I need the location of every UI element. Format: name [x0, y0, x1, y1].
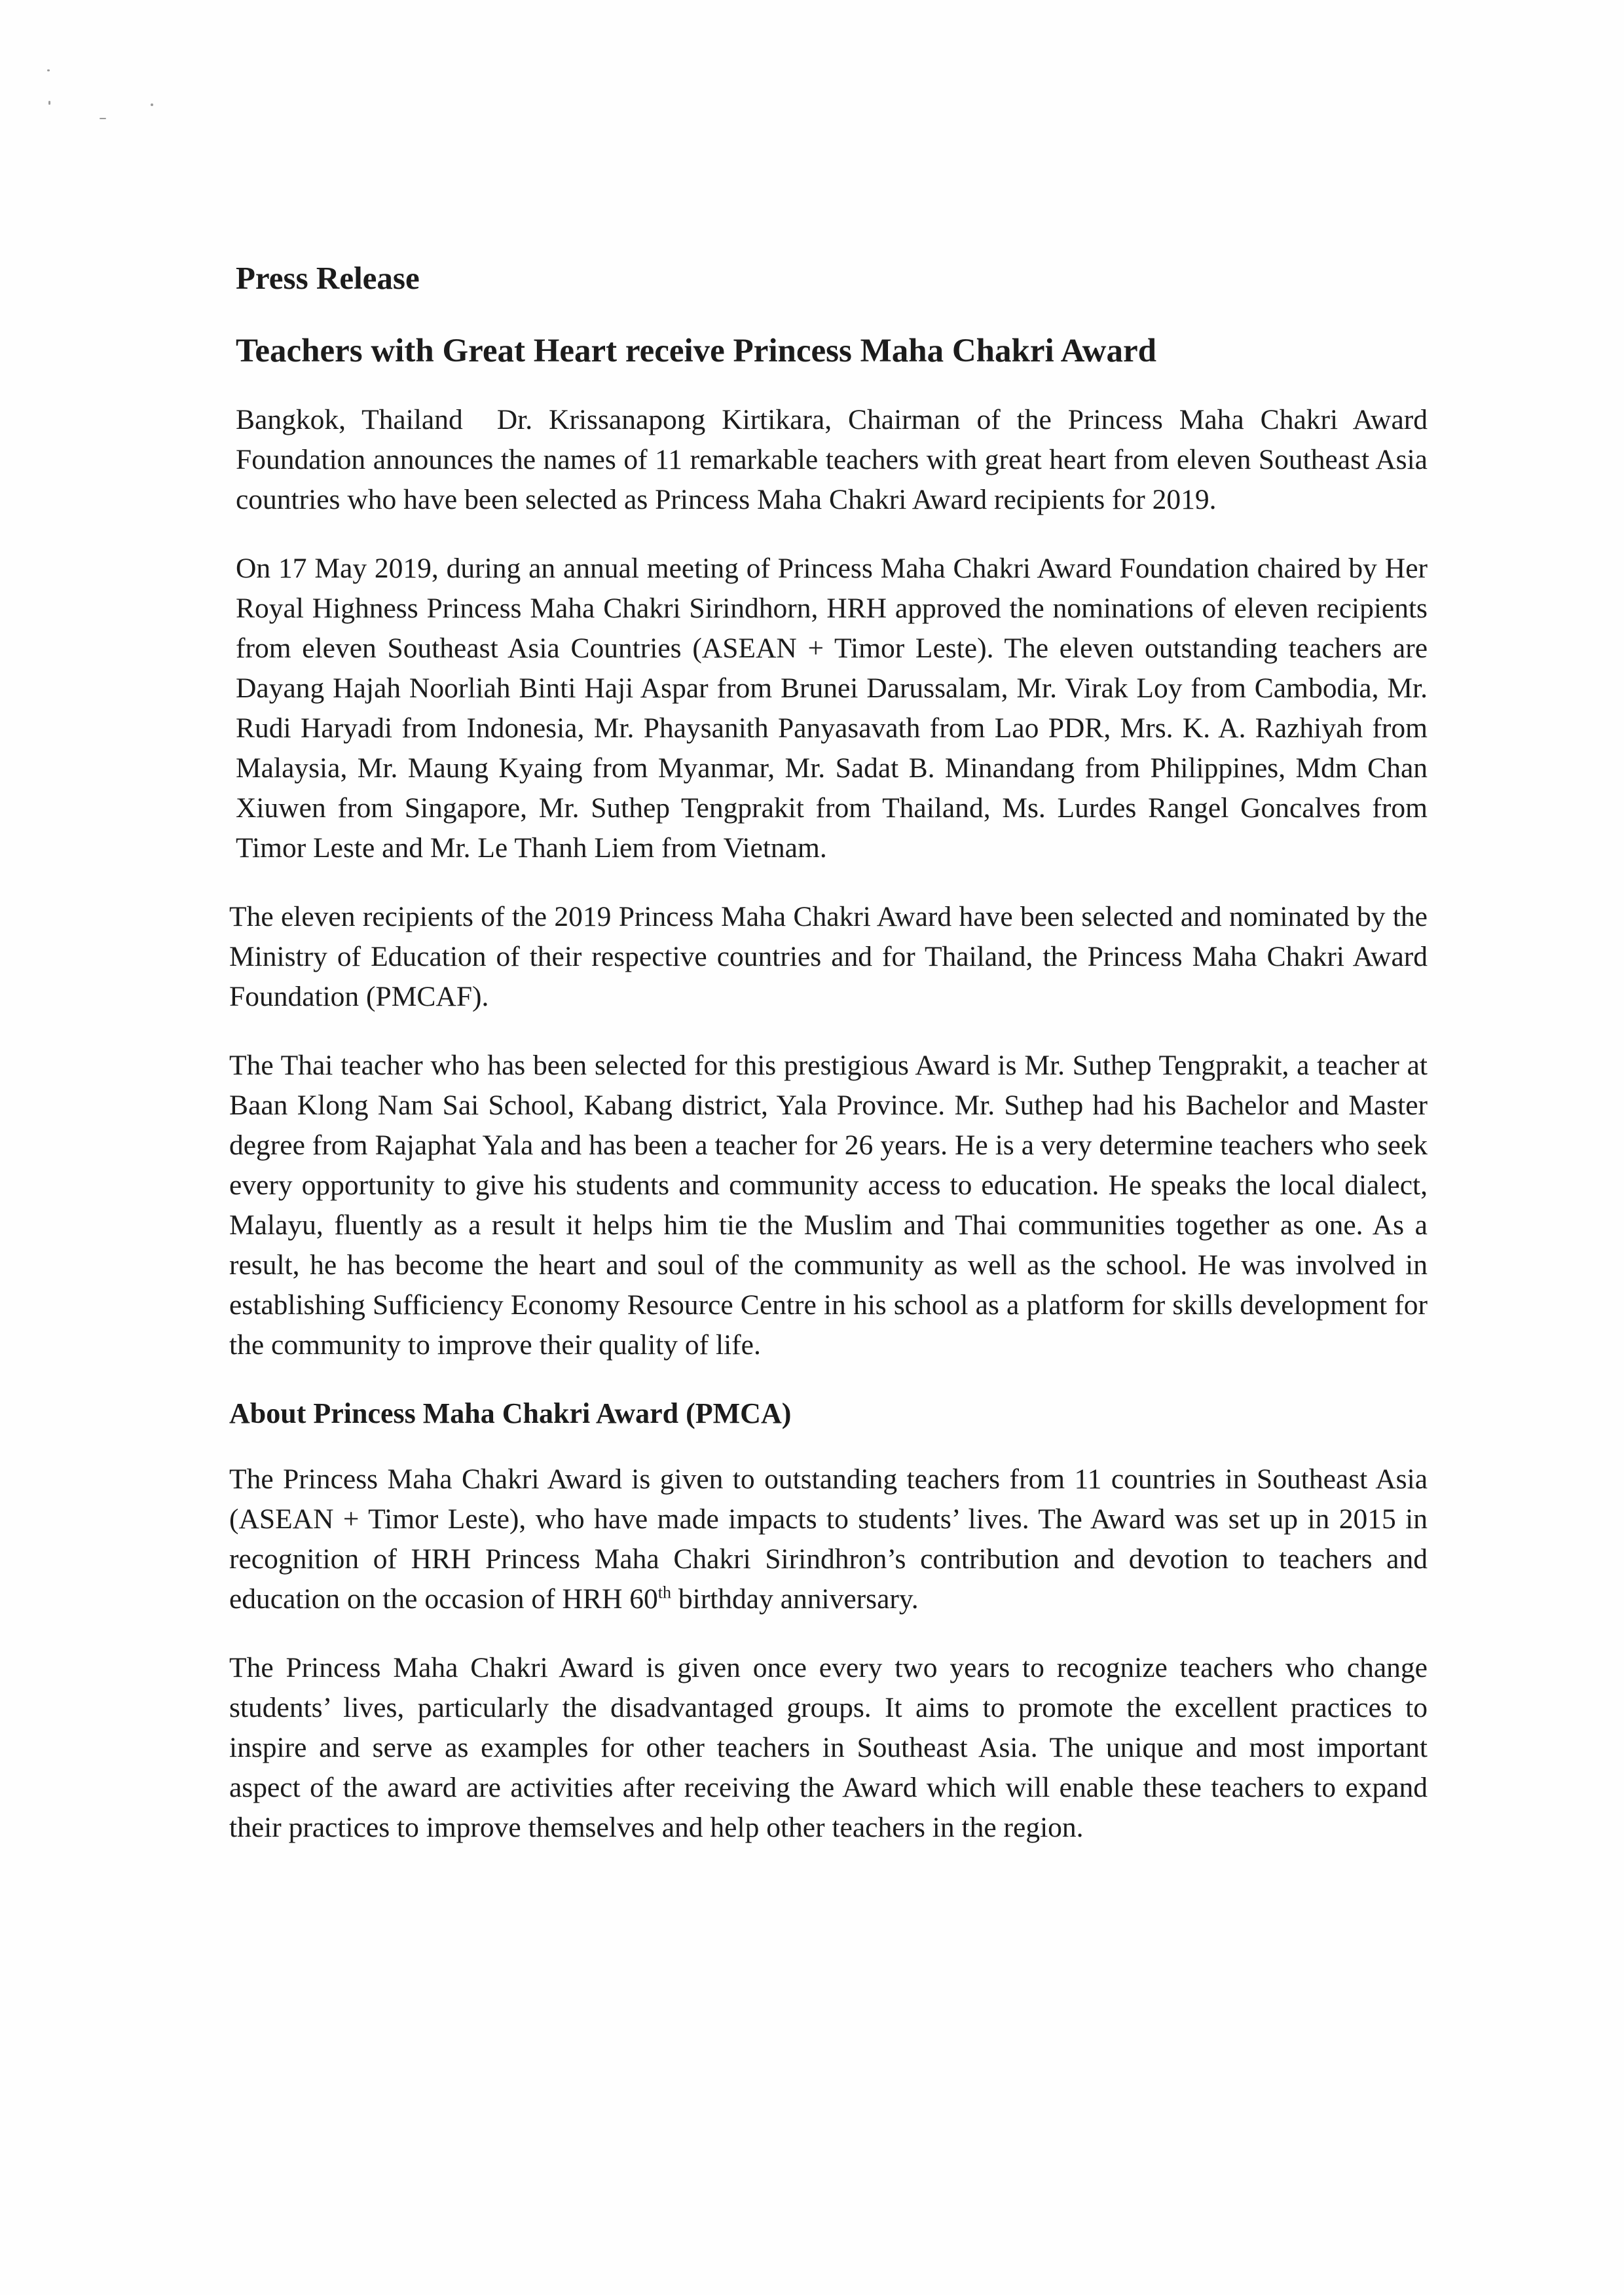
about-paragraph-2: The Princess Maha Chakri Award is given once every two years to recognize teachers who change students’ lives, particularly the disadvantaged groups. It aims to promote the excellent practices to inspire and serve as examples for other teachers in Southeast Asia. The unique and most important aspect of the award are activities after receiving the Award which will enable these teachers to expand their practices to improve themselves and help other teachers in the region.: [229, 1652, 1428, 1843]
intro-text: Dr. Krissanapong Kirtikara, Chairman of the Princess Maha Chakri Award Foundation announces the names of 11 remarkable teachers with great heart from eleven Southeast Asia countries who have been selected as Princess Maha Chakri Award recipients for 2019.: [236, 404, 1428, 515]
document-title: Teachers with Great Heart receive Princess Maha Chakri Award: [236, 333, 1157, 369]
document-body: [229, 259, 1428, 1877]
about-p1-end: birthday anniversary.: [671, 1583, 919, 1615]
scan-specks: [39, 65, 183, 138]
intro-paragraph: [236, 400, 1428, 520]
about-p1-text: The Princess Maha Chakri Award is given to outstanding teachers from 11 countries in Southeast Asia (ASEAN + Timor Leste), who have made impacts to students’ lives. The Award was set up in 2015 in recognition of HRH Princess Maha Chakri Sirindhron’s contribution and devotion to teachers and education on the occasion of HRH 60: [229, 1463, 1428, 1615]
about-paragraph-1: [229, 1460, 1428, 1619]
thai-teacher-paragraph: The Thai teacher who has been selected for this prestigious Award is Mr. Suthep Tengprakit, a teacher at Baan Klong Nam Sai School, Kabang district, Yala Province. Mr. Suthep had his Bachelor and Master degree from Rajaphat Yala and has been a teacher for 26 years. He is a very determine teachers who seek every opportunity to give his students and community access to education. He speaks the local dialect, Malayu, fluently as a result it helps him tie the Muslim and Thai communities together as one. As a result, he has become the heart and soul of the community as well as the school. He was involved in establishing Sufficiency Economy Resource Centre in his school as a platform for skills development for the community to improve their quality of life.: [229, 1050, 1428, 1361]
selection-paragraph: The eleven recipients of the 2019 Princess Maha Chakri Award have been selected and nominated by the Ministry of Education of their respective countries and for Thailand, the Princess Maha Chakri Award Foundation (PMCAF).: [229, 901, 1428, 1012]
dateline-place: Bangkok, Thailand: [236, 404, 463, 435]
press-release-label: Press Release: [236, 260, 420, 296]
about-heading: About Princess Maha Chakri Award (PMCA): [229, 1397, 792, 1429]
ordinal-suffix: th: [657, 1583, 671, 1602]
recipients-paragraph: On 17 May 2019, during an annual meeting of Princess Maha Chakri Award Foundation chaired by Her Royal Highness Princess Maha Chakri Sirindhorn, HRH approved the nominations of eleven recipients from eleven Southeast Asia Countries (ASEAN + Timor Leste). The eleven outstanding teachers are Dayang Hajah Noorliah Binti Haji Aspar from Brunei Darussalam, Mr. Virak Loy from Cambodia, Mr. Rudi Haryadi from Indonesia, Mr. Phaysanith Panyasavath from Lao PDR, Mrs. K. A. Razhiyah from Malaysia, Mr. Maung Kyaing from Myanmar, Mr. Sadat B. Minandang from Philippines, Mdm Chan Xiuwen from Singapore, Mr. Suthep Tengprakit from Thailand, Ms. Lurdes Rangel Goncalves from Timor Leste and Mr. Le Thanh Liem from Vietnam.: [236, 553, 1428, 864]
